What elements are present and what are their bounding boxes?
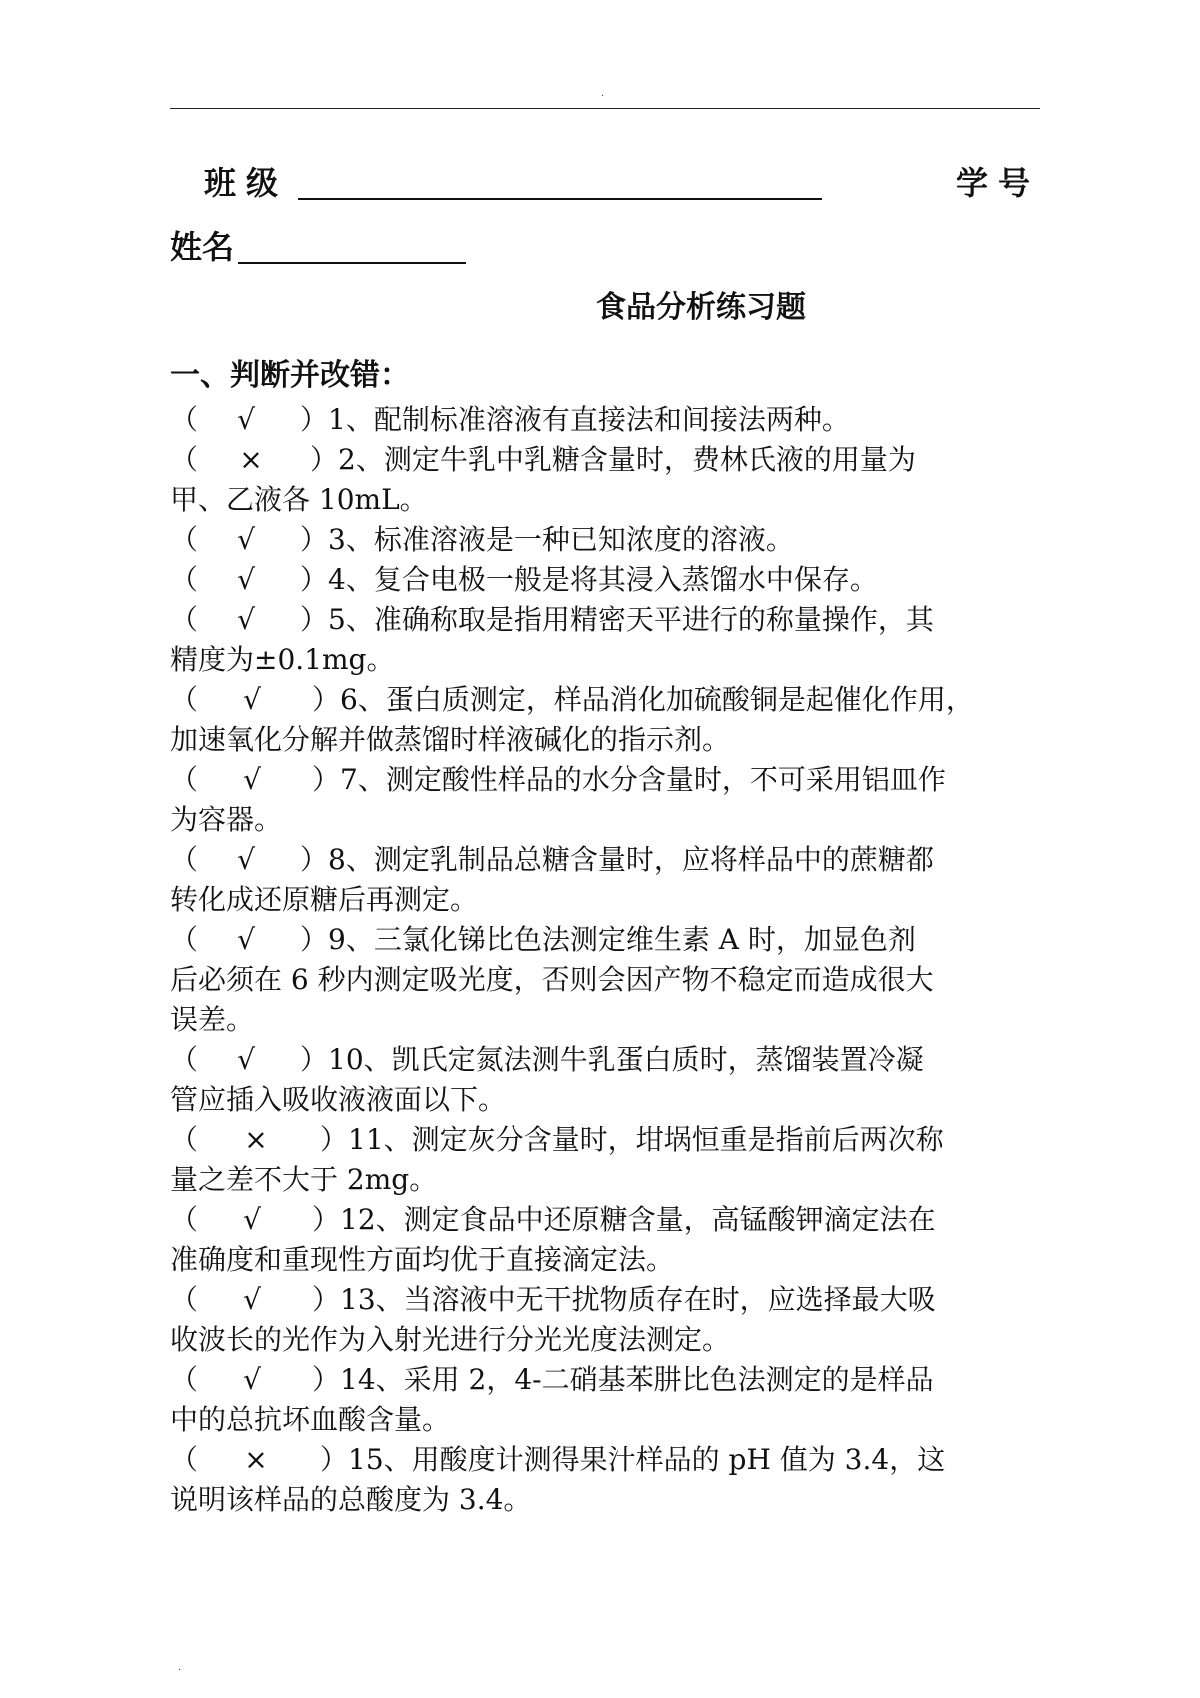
answer-mark: √ [237, 1043, 255, 1076]
answer-mark: √ [243, 1203, 261, 1236]
question-text: ）2、测定牛乳中乳糖含量时，费林氏液的用量为 [310, 443, 916, 476]
question-text: ）13、当溶液中无干扰物质存在时，应选择最大吸 [312, 1283, 936, 1316]
answer-mark: √ [243, 1283, 261, 1316]
question-item [170, 520, 1040, 560]
open-paren: （ [170, 1443, 199, 1476]
answer-mark: √ [243, 1363, 261, 1396]
question-continuation: 收波长的光作为入射光进行分光光度法测定。 [170, 1323, 731, 1356]
question-item [170, 1120, 1040, 1200]
question-item [170, 1280, 1040, 1360]
question-text: ）14、采用 2，4-二硝基苯肼比色法测定的是样品 [312, 1363, 934, 1396]
student-id-label: 学号 [955, 164, 1040, 202]
open-paren: （ [170, 603, 199, 636]
open-paren: （ [170, 443, 199, 476]
question-text: ）6、蛋白质测定，样品消化加硫酸铜是起催化作用， [312, 683, 974, 716]
answer-mark: √ [237, 523, 255, 556]
open-paren: （ [170, 563, 199, 596]
open-paren: （ [170, 1043, 199, 1076]
answer-mark: √ [237, 603, 255, 636]
question-continuation: 误差。 [170, 1003, 255, 1036]
question-text: ）5、准确称取是指用精密天平进行的称量操作，其 [300, 603, 934, 636]
question-text: ）7、测定酸性样品的水分含量时，不可采用铝皿作 [312, 763, 946, 796]
answer-mark: √ [237, 403, 255, 436]
question-continuation: 转化成还原糖后再测定。 [170, 883, 479, 916]
question-item [170, 560, 1040, 600]
open-paren: （ [170, 1283, 199, 1316]
question-text: ）15、用酸度计测得果汁样品的 pH 值为 3.4，这 [320, 1443, 946, 1476]
open-paren: （ [170, 1363, 199, 1396]
open-paren: （ [170, 683, 199, 716]
question-list [170, 400, 1040, 1520]
document-title: 食品分析练习题 [596, 290, 806, 325]
class-label: 班级 [204, 164, 289, 202]
answer-mark: √ [237, 843, 255, 876]
class-blank-line [298, 198, 822, 200]
question-continuation: 说明该样品的总酸度为 3.4。 [170, 1483, 532, 1516]
open-paren: （ [170, 1123, 199, 1156]
answer-mark: √ [243, 763, 261, 796]
question-continuation: 中的总抗坏血酸含量。 [170, 1403, 451, 1436]
question-item [170, 1360, 1040, 1440]
question-item [170, 600, 1040, 680]
question-continuation: 准确度和重现性方面均优于直接滴定法。 [170, 1243, 675, 1276]
question-text: ）8、测定乳制品总糖含量时，应将样品中的蔗糖都 [300, 843, 934, 876]
open-paren: （ [170, 403, 199, 436]
question-item [170, 1040, 1040, 1120]
question-item [170, 840, 1040, 920]
name-blank-line [238, 262, 466, 264]
name-label: 姓名 [170, 228, 235, 266]
question-continuation: 精度为±0.1mg。 [170, 643, 395, 676]
answer-mark: √ [237, 923, 255, 956]
question-text: ）12、测定食品中还原糖含量，高锰酸钾滴定法在 [312, 1203, 936, 1236]
question-item [170, 440, 1040, 520]
name-field-row [170, 222, 1040, 268]
bottom-dot: . [178, 1662, 182, 1673]
open-paren: （ [170, 763, 199, 796]
question-text: ）9、三氯化锑比色法测定维生素 A 时，加显色剂 [300, 923, 916, 956]
answer-mark: × [239, 443, 263, 476]
answer-mark: × [244, 1123, 268, 1156]
answer-mark: × [244, 1443, 268, 1476]
open-paren: （ [170, 843, 199, 876]
answer-mark: √ [237, 563, 255, 596]
question-continuation: 甲、乙液各 10mL。 [170, 483, 428, 516]
question-item [170, 1440, 1040, 1520]
header-rule [170, 108, 1040, 109]
question-continuation: 为容器。 [170, 803, 283, 836]
section-heading: 一、判断并改错： [170, 358, 410, 393]
question-continuation: 加速氧化分解并做蒸馏时样液碱化的指示剂。 [170, 723, 731, 756]
open-paren: （ [170, 923, 199, 956]
open-paren: （ [170, 523, 199, 556]
question-continuation: 量之差不大于 2mg。 [170, 1163, 438, 1196]
question-continuation: 后必须在 6 秒内测定吸光度，否则会因产物不稳定而造成很大 [170, 963, 934, 996]
question-item [170, 760, 1040, 840]
question-item [170, 680, 1040, 760]
question-item [170, 1200, 1040, 1280]
open-paren: （ [170, 1203, 199, 1236]
question-item [170, 920, 1040, 1040]
question-text: ）10、凯氏定氮法测牛乳蛋白质时，蒸馏装置冷凝 [300, 1043, 924, 1076]
question-text: ）4、复合电极一般是将其浸入蒸馏水中保存。 [300, 563, 878, 596]
question-continuation: 管应插入吸收液液面以下。 [170, 1083, 507, 1116]
question-text: ）3、标准溶液是一种已知浓度的溶液。 [300, 523, 794, 556]
class-field-row [170, 158, 1040, 204]
question-text: ）1、配制标准溶液有直接法和间接法两种。 [300, 403, 850, 436]
top-dot: . [601, 88, 605, 99]
question-text: ）11、测定灰分含量时，坩埚恒重是指前后两次称 [320, 1123, 944, 1156]
answer-mark: √ [243, 683, 261, 716]
question-item [170, 400, 1040, 440]
